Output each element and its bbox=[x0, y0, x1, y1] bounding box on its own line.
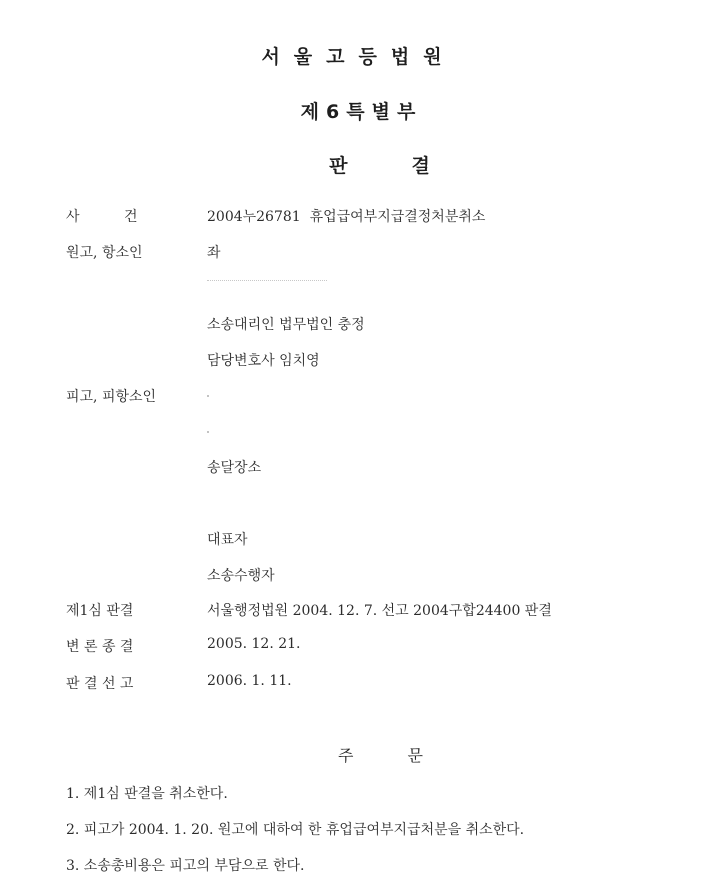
plaintiff-counsel: 소송대리인 법무법인 충정 bbox=[207, 317, 365, 333]
redaction-mark bbox=[207, 395, 209, 397]
judgment-date-label: 판 결 선 고 bbox=[66, 676, 134, 692]
order-item: 3. 소송총비용은 피고의 부담으로 한다. bbox=[66, 858, 305, 874]
order-title: 주문 bbox=[338, 746, 477, 765]
redacted-address-line bbox=[207, 280, 327, 282]
order-item: 2. 피고가 2004. 1. 20. 원고에 대하여 한 휴업급여부지급처분을 취소한다. bbox=[66, 822, 525, 838]
plaintiff-label: 원고, 항소인 bbox=[66, 245, 143, 261]
case-number-label: 사 건 bbox=[66, 209, 138, 225]
plaintiff-name: 좌 bbox=[207, 245, 221, 261]
defendant-service-address: 송달장소 bbox=[207, 460, 262, 476]
defendant-litigation-agent: 소송수행자 bbox=[207, 568, 275, 584]
hearing-closed-label: 변 론 종 결 bbox=[66, 639, 134, 655]
first-instance-value: 서울행정법원 2004. 12. 7. 선고 2004구합24400 판결 bbox=[207, 603, 552, 619]
hearing-closed-date: 2005. 12. 21. bbox=[207, 636, 301, 652]
case-number-value: 2004누26781 휴업급여부지급결정처분취소 bbox=[207, 209, 486, 225]
judgment-date-value: 2006. 1. 11. bbox=[207, 673, 292, 689]
first-instance-label: 제1심 판결 bbox=[66, 603, 134, 619]
defendant-representative: 대표자 bbox=[207, 532, 248, 548]
redaction-mark bbox=[207, 431, 209, 433]
defendant-label: 피고, 피항소인 bbox=[66, 389, 157, 405]
plaintiff-attorney: 담당변호사 임치영 bbox=[207, 353, 320, 369]
division-name: 제6특별부 bbox=[300, 101, 423, 123]
document-title: 판결 bbox=[329, 155, 494, 177]
court-name: 서울고등법원 bbox=[261, 46, 456, 68]
order-item: 1. 제1심 판결을 취소한다. bbox=[66, 786, 228, 802]
